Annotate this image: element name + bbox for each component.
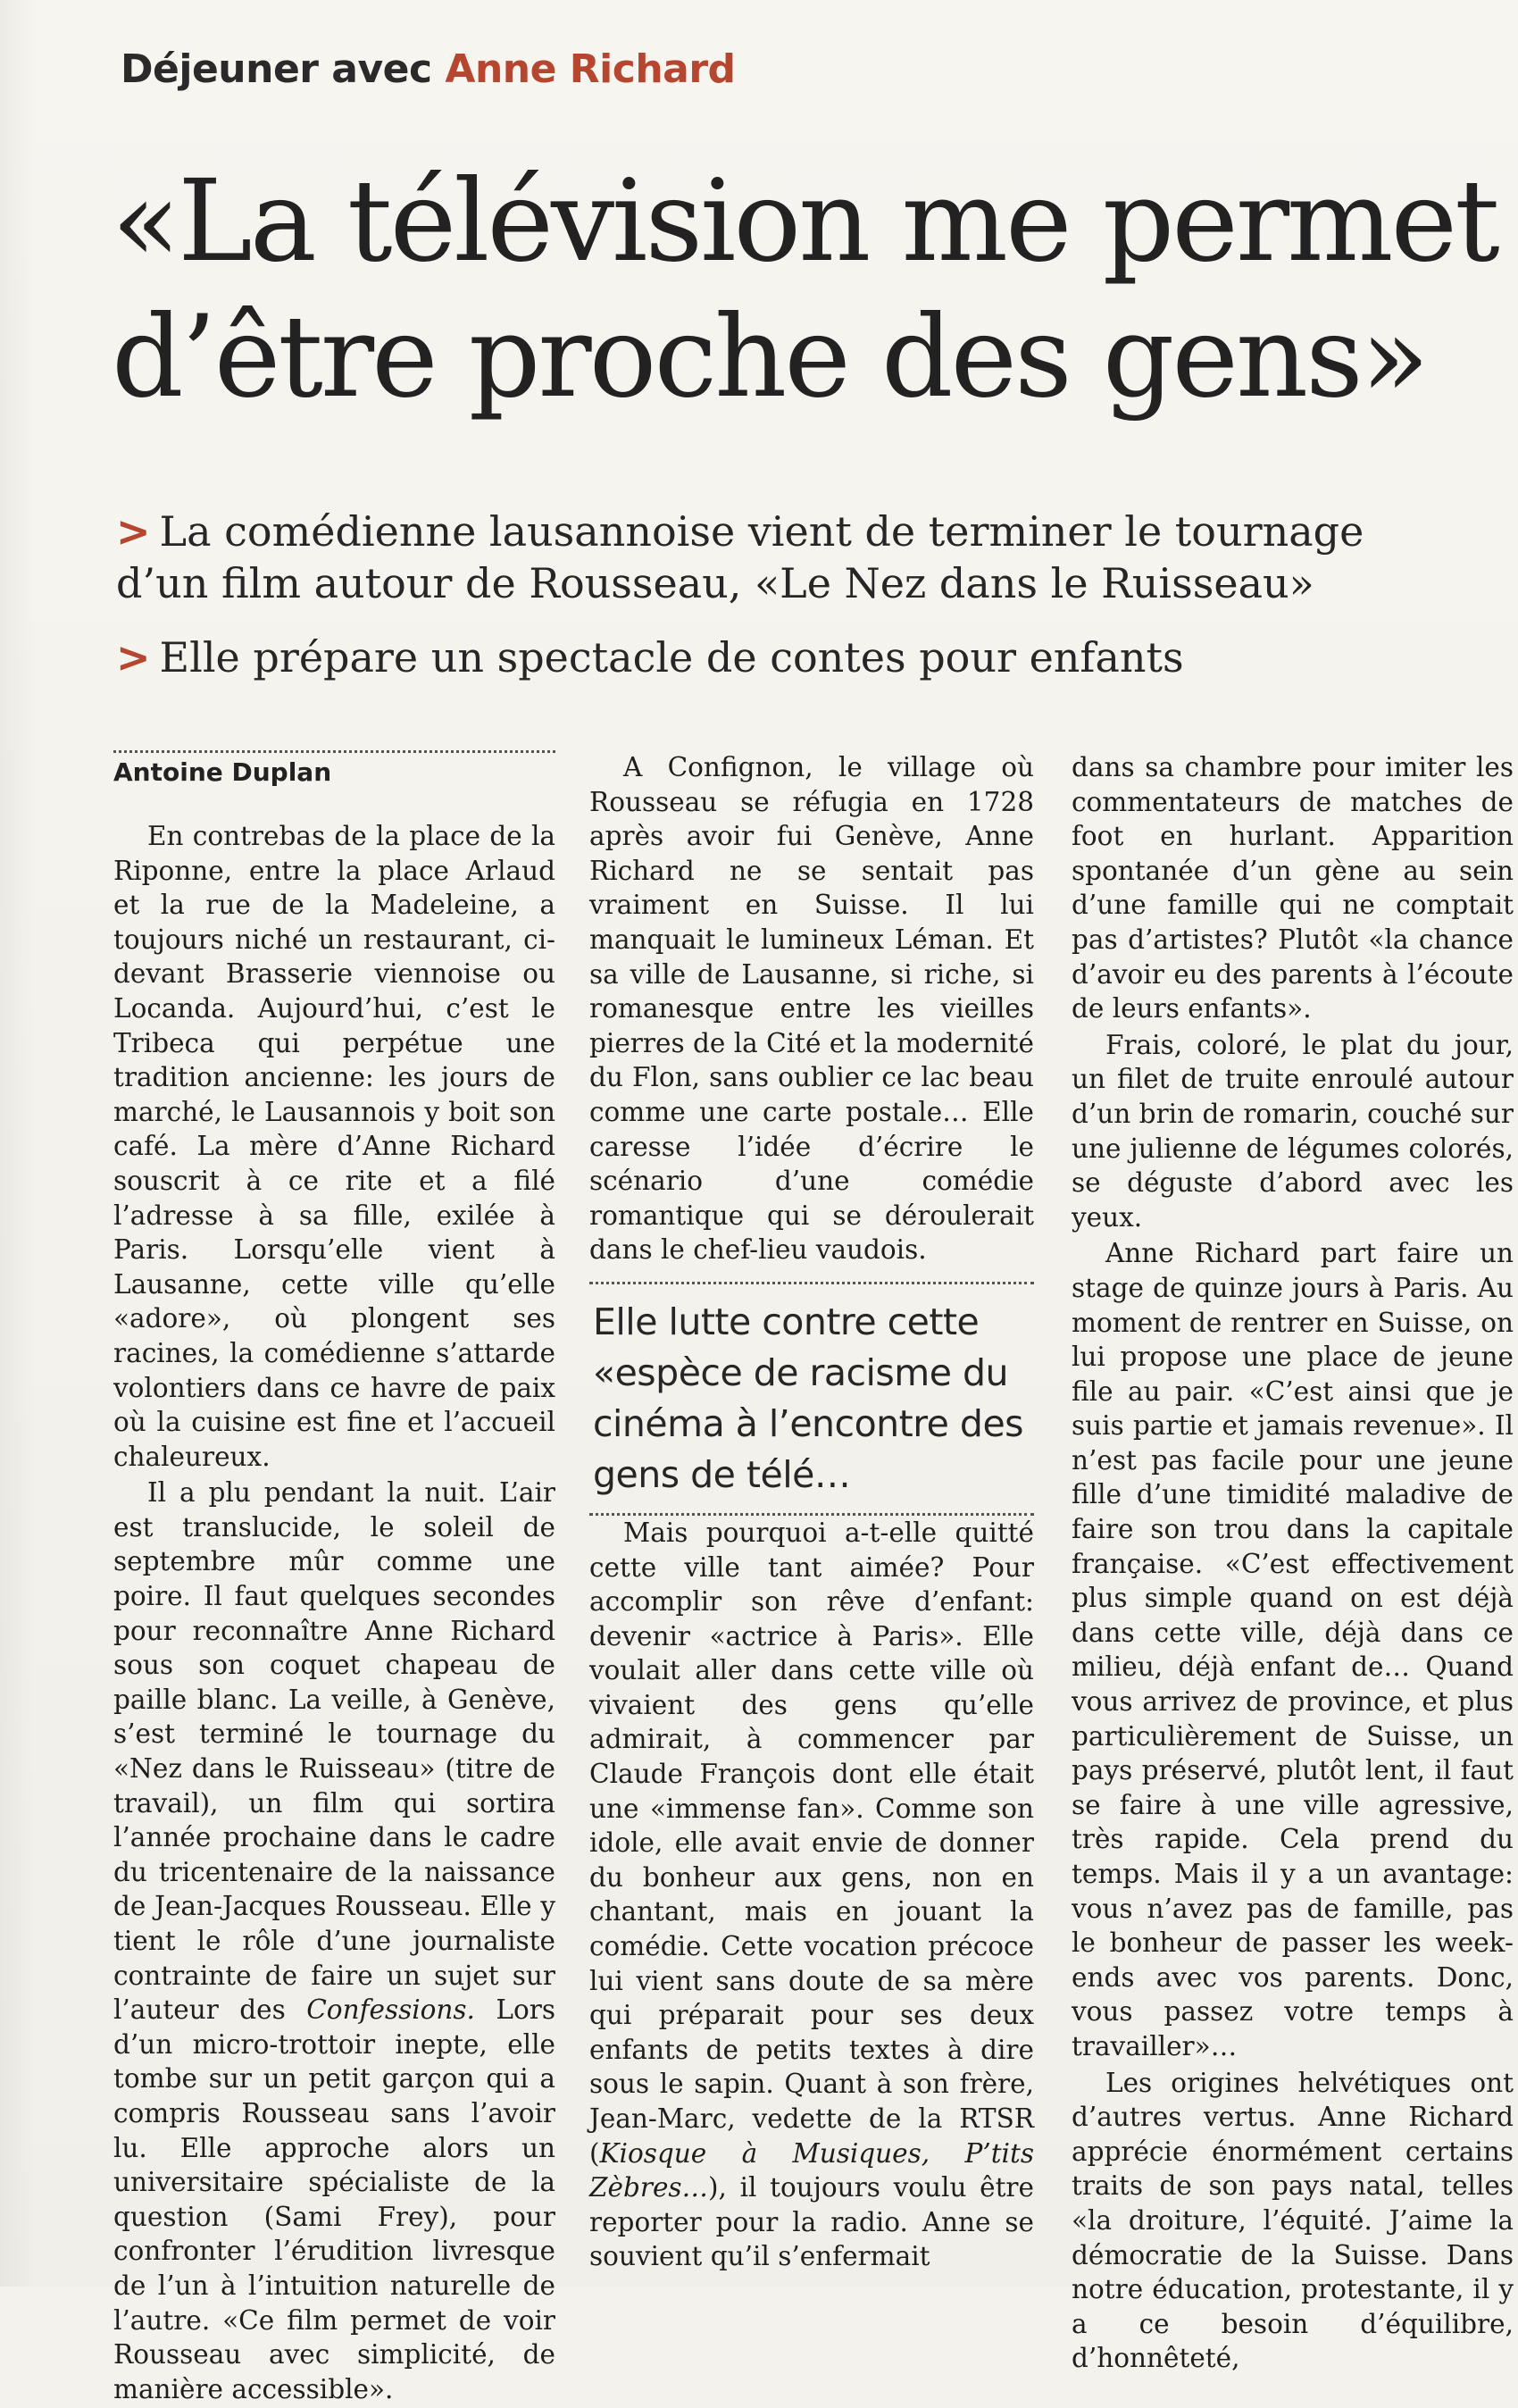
section-kicker — [121, 46, 736, 92]
kicker-name: Anne Richard — [445, 46, 736, 92]
paragraph: Frais, coloré, le plat du jour, un filet de truite enroulé autour d’un brin de romarin, couché sur une julienne de légumes colorés, se déguste d’abord avec les yeux. — [1072, 1029, 1514, 1233]
deck-item-1-line-2: d’un film autour de Rousseau, «Le Nez dans le Ruisseau» — [116, 559, 1314, 607]
deck-item-1 — [116, 506, 1402, 609]
headline-line-2: d’être proche des gens» — [112, 291, 1427, 422]
paragraph: Anne Richard part faire un stage de quinze jours à Paris. Au moment de rentrer en Suisse, on lui propose une place de jeune file au pair. «C’est ainsi que je suis partie et jamais revenue». Il n’est pas facile pour une jeune fille d’une timidité maladive de faire son trou dans la capitale française. «C’est effectivement plus simple quand on est déjà dans cette ville, déjà dans ce milieu, déjà enfant de… Quand vous arrivez de province, et plus particulièrement de Suisse, un pays préservé, plutôt lent, il faut se faire à une ville agressive, très rapide. Cela prend du temps. Mais il y a un avantage: vous n’avez pas de famille, pas le bonheur de passer les week-ends avec vos parents. Donc, vous passez votre temps à travailler»… — [1072, 1238, 1514, 2061]
paragraph: Les origines helvétiques ont d’autres vertus. Anne Richard apprécie énormément certains traits de son pays natal, telles «la droiture, l’équité. J’aime la démocratie de la Suisse. Dans notre éducation, protestante, il y a ce besoin d’équilibre, d’honnêteté, — [1072, 2067, 1514, 2374]
headline — [112, 154, 1505, 425]
pull-quote — [589, 1282, 1034, 1516]
paragraph: En contrebas de la place de la Riponne, entre la place Arlaud et la rue de la Madeleine, a toujours niché un restaurant, ci-devant Brasserie viennoise ou Locanda. Aujourd’hui, c’est le Tribeca qui perpétue une tradition ancienne: les jours de marché, le Lausannois y boit son café. La mère d’Anne Richard souscrit à ce rite et a filé l’adresse à sa fille, exilée à Paris. Lorsqu’elle vient à Lausanne, cette ville qu’elle «adore», où plongent ses racines, la comédienne s’attarde volontiers dans ce havre de paix où la cuisine est fine et l’accueil chaleureux. — [113, 821, 555, 1472]
pull-quote-text: Elle lutte contre cette «espèce de racisme du cinéma à l’encontre des gens de télé… — [593, 1300, 1024, 1496]
headline-line-1: «La télévision me permet — [112, 155, 1497, 287]
deck-item-2-line-1: Elle prépare un spectacle de contes pour enfants — [159, 633, 1184, 681]
deck-item-2 — [116, 631, 1402, 683]
article-column-3 — [1072, 750, 1514, 2378]
paragraph: Il a plu pendant la nuit. L’air est translucide, le soleil de septembre mûr comme une poire. Il faut quelques secondes pour reconnaître Anne Richard sous son coquet chapeau de paille blanc. La veille, à Genève, s’est terminé le tournage du «Nez dans le Ruisseau» (titre de travail), un film qui sortira l’année prochaine dans le cadre du tricentenaire de la naissance de Jean-Jacques Rousseau. Elle y tient le rôle d’une journaliste contrainte de faire un sujet sur l’auteur des Confessions. Lors d’un micro-trottoir inepte, elle tombe sur un petit garçon qui a compris Rousseau sans l’avoir lu. Elle approche alors un universitaire spécialiste de la question (Sami Frey), pour confronter l’érudition livresque de l’un à l’intuition naturelle de l’autre. «Ce film permet de voir Rousseau avec simplicité, de manière accessible». — [113, 1477, 555, 2404]
byline: Antoine Duplan — [113, 757, 332, 787]
paragraph: dans sa chambre pour imiter les commentateurs de matches de foot en hurlant. Apparition spontanée d’un gène au sein d’une famille qui ne comptait pas d’artistes? Plutôt «la chance d’avoir eu des parents à l’écoute de leurs enfants». — [1072, 752, 1514, 1024]
deck-item-1-line-1: La comédienne lausannoise vient de terminer le tournage — [159, 507, 1364, 556]
deck-arrow-icon: > — [116, 633, 151, 681]
deck-arrow-icon: > — [116, 507, 151, 556]
article-column-1 — [113, 750, 555, 2408]
kicker-prefix: Déjeuner avec — [121, 46, 432, 92]
paragraph: A Confignon, le village où Rousseau se réfugia en 1728 après avoir fui Genève, Anne Richard ne se sentait pas vraiment en Suisse. Il lui manquait le lumineux Léman. Et sa ville de Lausanne, si riche, si romanesque entre les vieilles pierres de la Cité et la modernité du Flon, sans oublier ce lac beau comme une carte postale… Elle caresse l’idée d’écrire le scénario d’une comédie romantique qui se déroulerait dans le chef-lieu vaudois. — [589, 752, 1034, 1266]
byline-divider — [113, 750, 555, 753]
article-column-2 — [589, 750, 1034, 2276]
paragraph: Mais pourquoi a-t-elle quitté cette ville tant aimée? Pour accomplir son rêve d’enfant: devenir «actrice à Paris». Elle voulait aller dans cette ville où vivaient des gens qu’elle admirait, à commencer par Claude François dont elle était une «immense fan». Comme son idole, elle avait envie de donner du bonheur aux gens, non en chantant, mais en jouant la comédie. Cette vocation précoce lui vient sans doute de sa mère qui préparait pour ses deux enfants de petits textes à dire sous le sapin. Quant à son frère, Jean-Marc, vedette de la RTSR (Kiosque à Musiques, P’tits Zèbres…), il toujours voulu être reporter pour la radio. Anne se souvient qu’il s’enfermait — [589, 1517, 1034, 2272]
